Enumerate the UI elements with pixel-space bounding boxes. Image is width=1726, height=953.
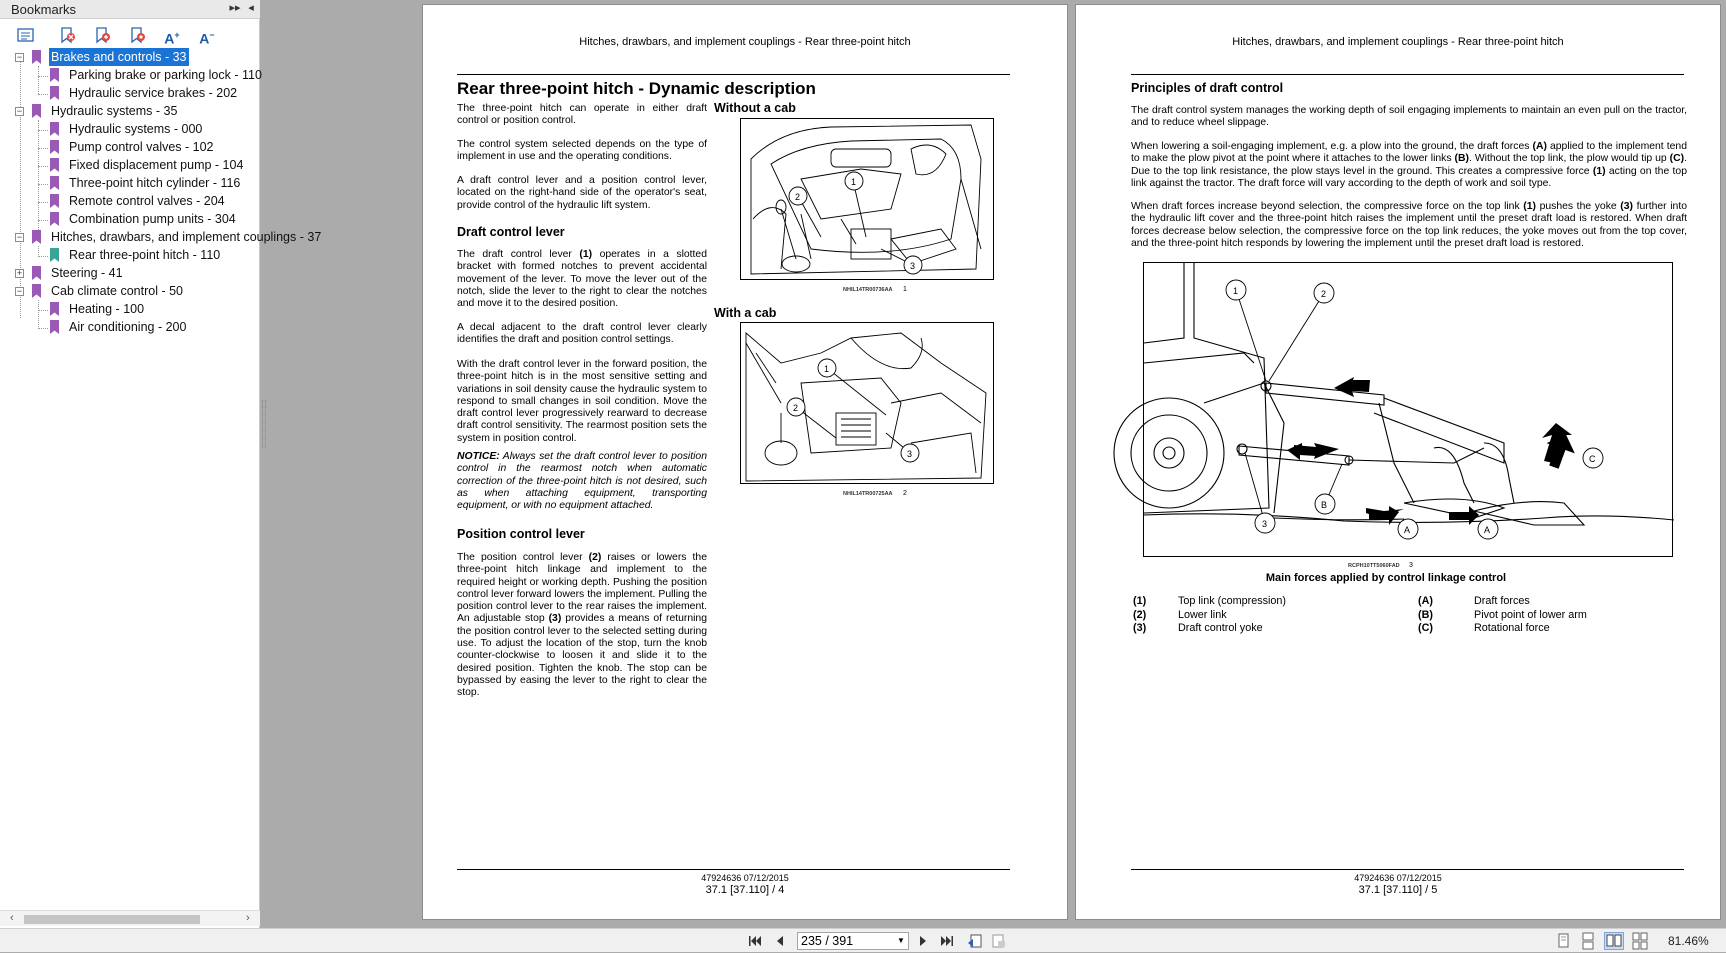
svg-text:1: 1 [1233,286,1239,296]
bookmark-icon [32,284,41,298]
panel-splitter[interactable] [262,400,266,448]
bookmark-icon [50,194,59,208]
figure-2-image [740,322,994,484]
page-header: Hitches, drawbars, and implement couplings - Rear three-point hitch [579,36,911,48]
expand-steering-icon[interactable]: + [16,268,23,278]
svg-text:A: A [1484,525,1491,535]
draft-control-heading: Draft control lever [457,225,565,239]
bottom-navigation-bar [0,928,1726,952]
bookmark-icon [50,248,59,262]
decrease-font-icon[interactable]: A− [199,30,215,47]
figure-2-title: With a cab [714,306,777,320]
first-page-icon[interactable] [746,933,764,949]
figure-1-title: Without a cab [714,101,796,115]
collapse-hitches-icon[interactable]: − [16,232,23,242]
draft-control-forces-diagram [1144,263,1674,558]
legend-key: (3) [1133,622,1147,634]
figure-3-number: 3 [1409,562,1413,569]
bookmark-icon [32,266,41,280]
legend-value: Draft forces [1474,595,1530,607]
single-page-view-icon[interactable] [1553,932,1573,950]
svg-text:3: 3 [1262,519,1268,529]
section-title: Principles of draft control [1131,81,1284,95]
controls-with-cab-illustration [741,323,995,485]
page-title: Rear three-point hitch - Dynamic description [457,79,816,98]
svg-text:C: C [1589,454,1596,464]
legend-value: Pivot point of lower arm [1474,609,1587,621]
side-tool-strip [0,50,6,450]
figure-1-number: 1 [903,286,907,293]
svg-text:2: 2 [793,403,799,413]
bookmark-icon [50,302,59,316]
svg-text:A: A [1404,525,1411,535]
bookmarks-title: Bookmarks [11,2,77,17]
legend-value: Lower link [1178,609,1227,621]
draft-paragraph-3: With the draft control lever in the forward position, the three-point hitch is in the most sensitive setting and variations in soil density cause the hydraulic system to respond to small changes in soil condition. Move the draft control lever progressively rearward to decrease draft control sensitivity. The rearmost position sets the system in position control. [457,359,707,444]
collapse-cab-climate-icon[interactable]: − [16,286,23,296]
footer-rule [457,869,1010,870]
bookmarks-tree: − − − + − Brakes and controls - 33 Parking brake or parking lock - 110 Hydraulic service brakes - 202 Hydraulic systems - 35 Hydraulic systems - 000 Pump control valves - 102 Fixed displacement pump - 104 Three-point hitch cylinder - 116 Remote control valves - 204 Combination pump units - 304 Hitches, drawbars, and implement couplings - 37 Rear three-point hitch - 110 Steering - 41 Cab climate control - 50 Heating - 100 Air conditioning - 200 [16,50,322,334]
footer-doc-id: 47924636 07/12/2015 [1354,873,1442,883]
bookmark-icon [50,158,59,172]
principles-paragraph-3: When draft forces increase beyond selection, the compressive force on the top link (1) pushes the yoke (3) further into the hydraulic lift cover and the three-point hitch raises the implement until the preset draft load is restored. When draft forces decrease below selection, the compressive force on the top link reduces, the yoke moves out from the top cover, and the three-point hitch responds by lowering the implement until the preset draft load is restored. [1131,201,1687,249]
svg-text:3: 3 [910,261,916,271]
bookmark-icon [50,140,59,154]
legend-key: (1) [1133,595,1147,607]
draft-paragraph-1: The draft control lever (1) operates in a slotted bracket with formed notches to prevent accidental movement of the lever. To move the lever out of the notch, slide the lever to the right to clear the notches and move it to the desired position. [457,249,707,310]
continuous-facing-view-icon[interactable] [1630,932,1650,950]
bookmark-icon [32,230,41,244]
legend-value: Top link (compression) [1178,595,1287,607]
footer-rule [1131,869,1684,870]
chevron-down-icon[interactable]: ▼ [897,936,905,945]
figure-1-code: NHIL14TR00736AA [843,287,893,293]
principles-paragraph-2: When lowering a soil-engaging implement, e.g. a plow into the ground, the draft forces (A) applied to the implement tend to make the plow pivot at the point where it attaches to the lower links (B). Without the top link, the plow would tip up (C). Due to the top link resistance, the plow stays level in the ground. This creates a compressive force (1) acting on the top link against the tractor. The draft force will vary according to the depth of work and soil type. [1131,141,1687,189]
footer-page-number: 37.1 [37.110] / 5 [1358,884,1438,896]
svg-text:1: 1 [824,364,830,374]
figure-1-image [740,118,994,280]
bookmark-icon [50,212,59,226]
zoom-level[interactable]: 81.46% [1668,934,1709,948]
intro-paragraph-1: The three-point hitch can operate in either draft control or position control. [457,103,707,127]
bookmark-icon [50,122,59,136]
previous-view-icon[interactable] [966,933,984,949]
figure-2-code: NHIL14TR00725AA [843,491,893,497]
expand-bookmark-icon[interactable] [93,26,113,44]
footer-page-number: 37.1 [37.110] / 4 [705,884,785,896]
previous-page-icon[interactable] [771,933,789,949]
next-page-icon[interactable] [914,933,932,949]
figure-2-number: 2 [903,490,907,497]
bookmark-icon [50,176,59,190]
bookmarks-horizontal-scrollbar[interactable] [0,910,260,926]
increase-font-icon[interactable]: A+ [164,30,180,47]
intro-paragraph-2: The control system selected depends on the type of implement in use and the operating conditions. [457,139,707,163]
scroll-left-icon[interactable]: ‹ [10,912,14,924]
hide-panel-icon[interactable]: ◂ [248,2,254,14]
header-rule [457,74,1010,75]
notice-paragraph: NOTICE: Always set the draft control lever to position control in the rearmost notch when automatic correction of the three-point hitch is not desired, such as when attaching equipment, transporting equipment, or with no equipment attached. [457,451,707,512]
bookmark-icon [50,320,59,334]
controls-without-cab-illustration [741,119,995,281]
bookmark-icon [32,50,41,64]
figure-3-caption: Main forces applied by control linkage control [1265,572,1507,584]
next-view-icon[interactable] [990,933,1008,949]
collapse-panel-icon[interactable]: ▸▸ [229,2,241,14]
facing-view-icon[interactable] [1604,932,1624,950]
svg-text:3: 3 [907,449,913,459]
bookmarks-title-bar [0,0,260,19]
bookmark-icon [50,68,59,82]
figure-3-image [1143,262,1673,557]
legend-key: (C) [1418,622,1433,634]
intro-paragraph-3: A draft control lever and a position control lever, located on the right-hand side of the operator's seat, provide control of the hydraulic lift system. [457,175,707,211]
legend-key: (2) [1133,609,1147,621]
document-page-right [1075,4,1721,920]
footer-doc-id: 47924636 07/12/2015 [701,873,789,883]
document-page-left [422,4,1068,920]
draft-paragraph-2: A decal adjacent to the draft control lever clearly identifies the draft and position control settings. [457,322,707,346]
svg-text:2: 2 [1321,289,1327,299]
legend-key: (A) [1418,595,1433,607]
principles-paragraph-1: The draft control system manages the working depth of soil engaging implements to maintain an even pull on the tractor, and to reduce wheel slippage. [1131,105,1687,129]
page-header: Hitches, drawbars, and implement couplings - Rear three-point hitch [1232,36,1564,48]
scrollbar-thumb[interactable] [24,915,200,924]
svg-text:1: 1 [851,177,857,187]
legend-value: Rotational force [1474,622,1550,634]
position-paragraph: The position control lever (2) raises or lowers the three-point hitch linkage and implement to the required height or working depth. Pushing the position control lever forward lowers the implement. Pulling the position control lever to the rear raises the implement. An adjustable stop (3) provides a means of returning the position control lever to the selected setting during use. To adjust the location of the stop, turn the knob counter-clockwise to loosen it and slide it to the desired position. Tighten the knob. The stop can be bypassed by easing the lever to the right to clear the stop. [457,552,707,699]
page-number-input[interactable]: 235 / 391 ▼ [797,932,909,950]
figure-3-code: RCPH10TT5060FAD [1348,563,1400,569]
bookmark-options-icon[interactable] [16,26,36,44]
find-bookmark-icon[interactable] [128,26,148,44]
header-rule [1131,74,1684,75]
svg-text:B: B [1321,500,1328,510]
bookmarks-toolbar [0,20,260,50]
bookmark-icon [32,104,41,118]
legend-value: Draft control yoke [1178,622,1263,634]
last-page-icon[interactable] [938,933,956,949]
position-control-heading: Position control lever [457,527,585,541]
svg-text:2: 2 [795,192,801,202]
collapse-brakes-icon[interactable]: − [16,52,23,62]
scroll-right-icon[interactable]: › [246,912,250,924]
bookmarks-panel [0,0,322,928]
delete-bookmark-icon[interactable] [58,26,78,44]
continuous-view-icon[interactable] [1578,932,1598,950]
legend-key: (B) [1418,609,1433,621]
collapse-hydraulic-icon[interactable]: − [16,106,23,116]
bookmark-icon [50,86,59,100]
